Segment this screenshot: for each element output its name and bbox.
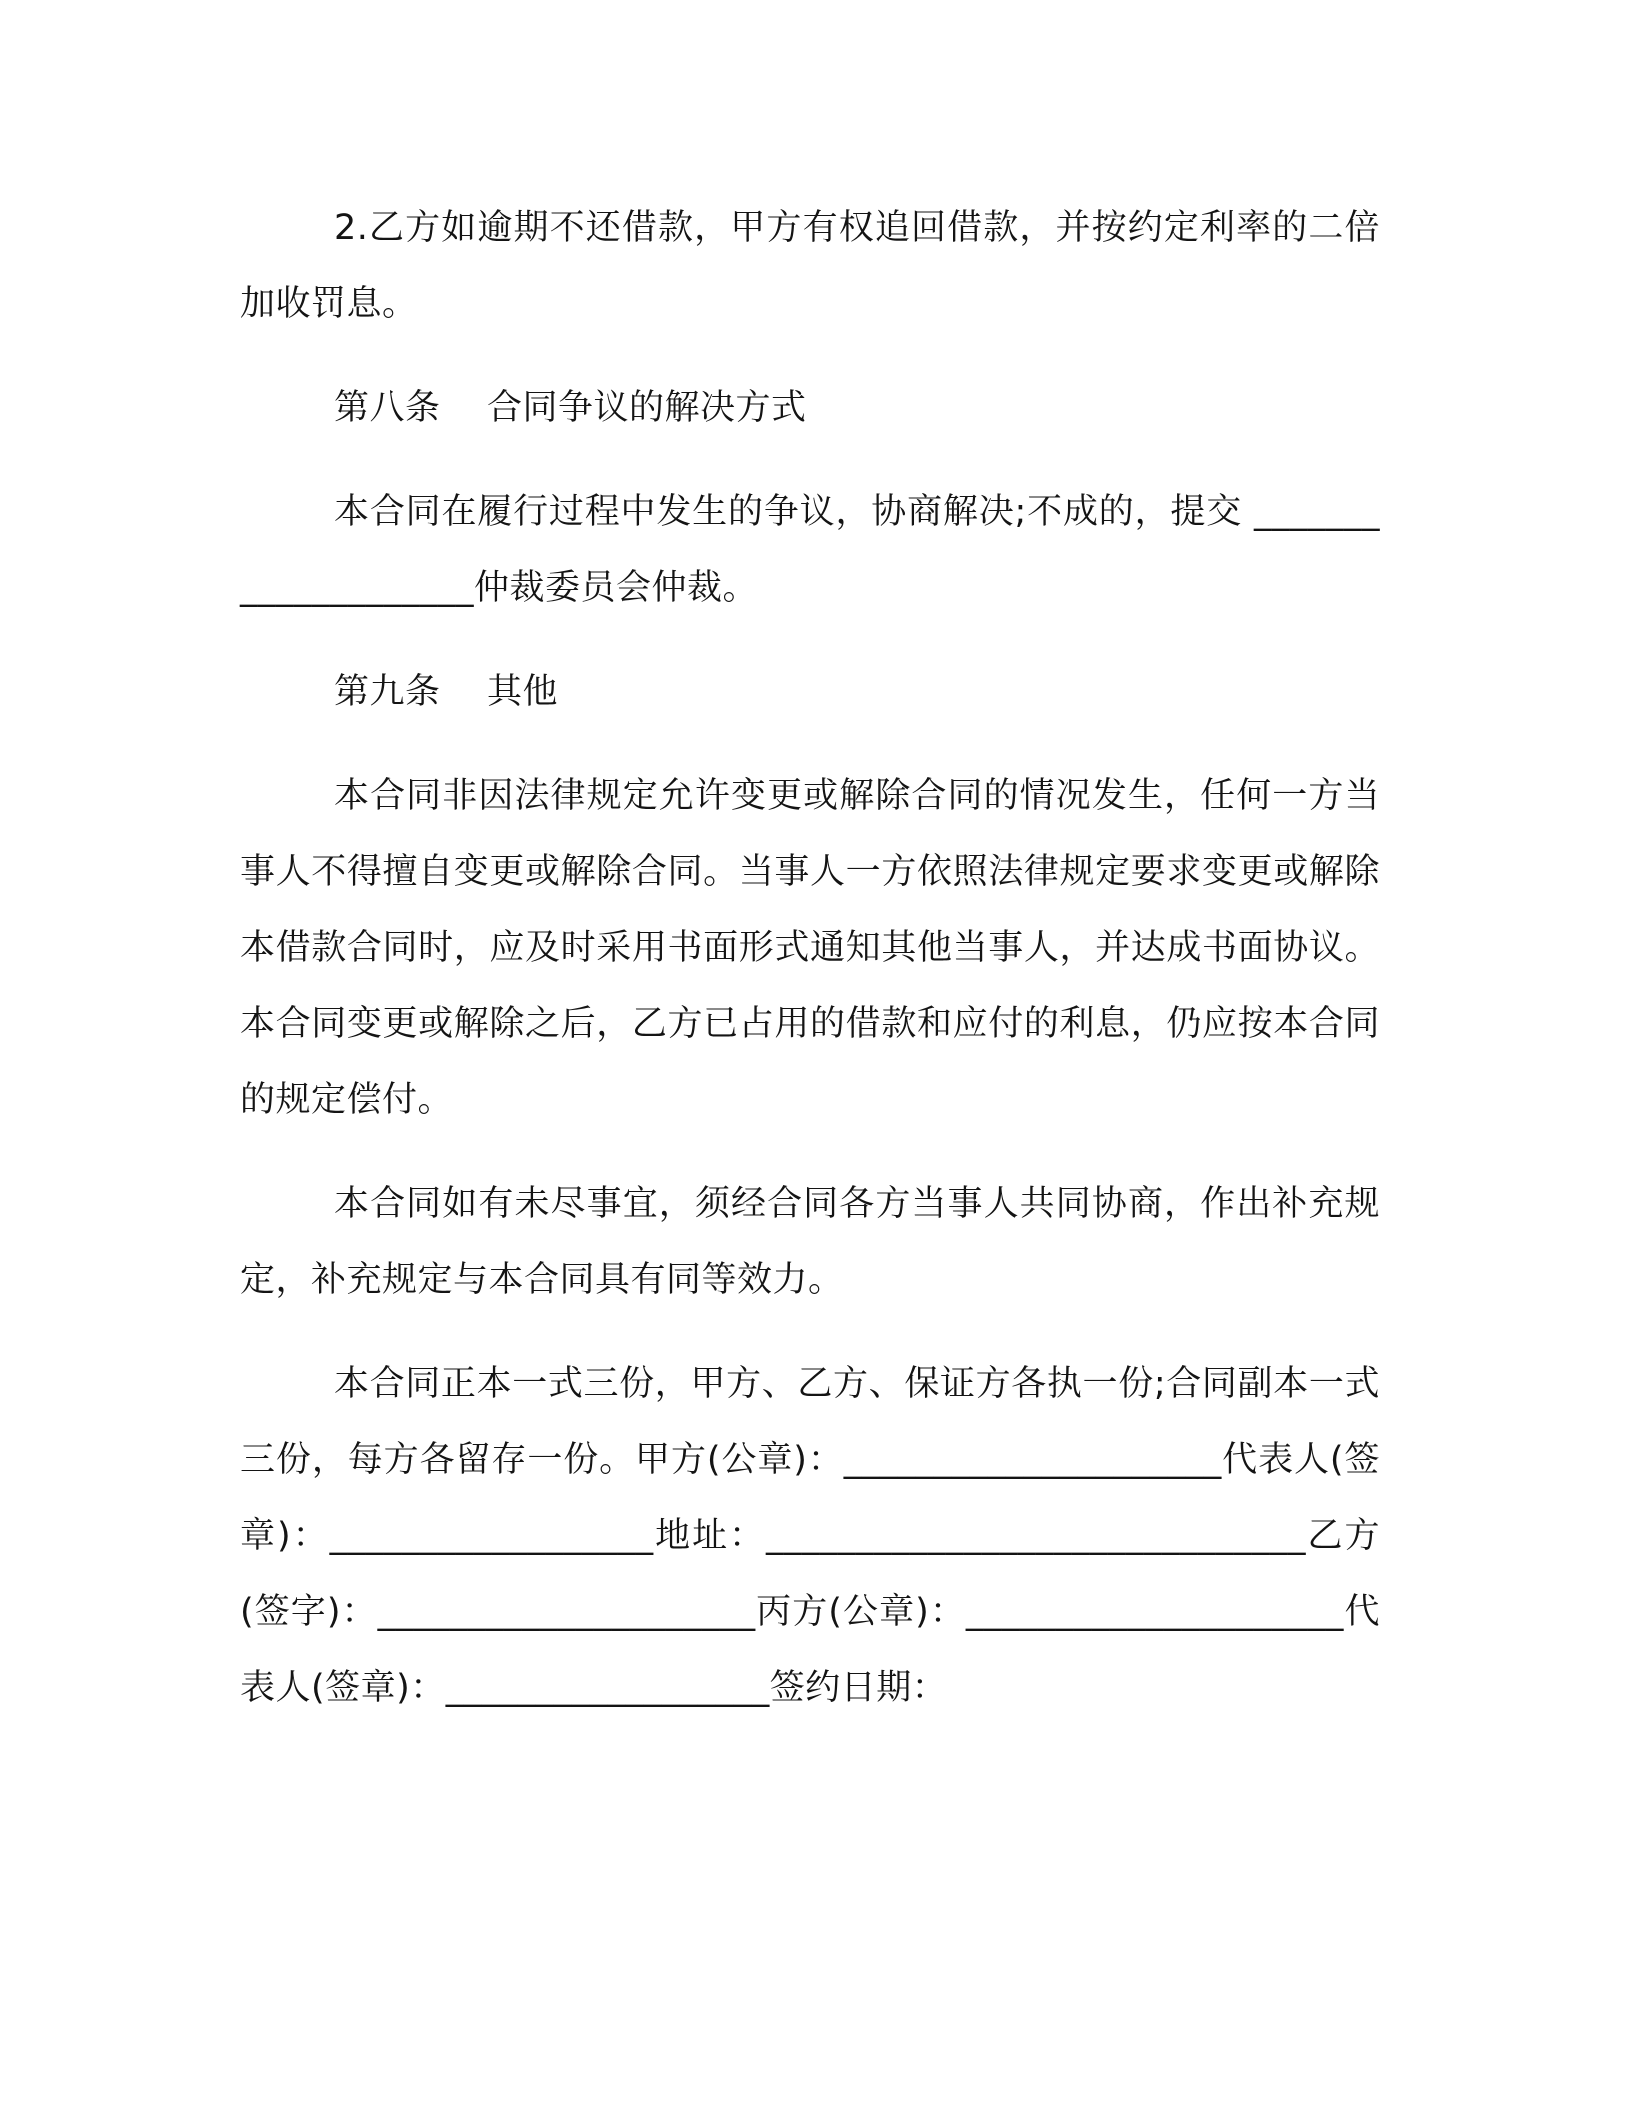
article-8-heading: 第八条 合同争议的解决方式: [334, 388, 807, 428]
copies-and-signature-block: 本合同正本一式三份，甲方、乙方、保证方各执一份;合同副本一式三份，每方各留存一份。甲方(公章)：_____________________代表人(签章)：__________________地址：______________________________乙方(签字)：_____________________丙方(公章)：_____________________代表人(签章)：__________________签约日期：: [240, 1364, 1380, 1708]
supplement-clause: 本合同如有未尽事宜，须经合同各方当事人共同协商，作出补充规定，补充规定与本合同具有同等效力。: [240, 1184, 1380, 1300]
modification-clause: 本合同非因法律规定允许变更或解除合同的情况发生，任何一方当事人不得擅自变更或解除合同。当事人一方依照法律规定要求变更或解除本借款合同时，应及时采用书面形式通知其他当事人，并达成书面协议。本合同变更或解除之后，乙方已占用的借款和应付的利息，仍应按本合同的规定偿付。: [240, 776, 1380, 1120]
dispute-resolution-clause: 本合同在履行过程中发生的争议，协商解决;不成的，提交 ____________________仲裁委员会仲裁。: [240, 492, 1380, 608]
article-9-heading: 第九条 其他: [334, 672, 559, 712]
penalty-clause: 2.乙方如逾期不还借款，甲方有权追回借款，并按约定利率的二倍加收罚息。: [240, 208, 1380, 324]
document-page: [240, 190, 1380, 1726]
